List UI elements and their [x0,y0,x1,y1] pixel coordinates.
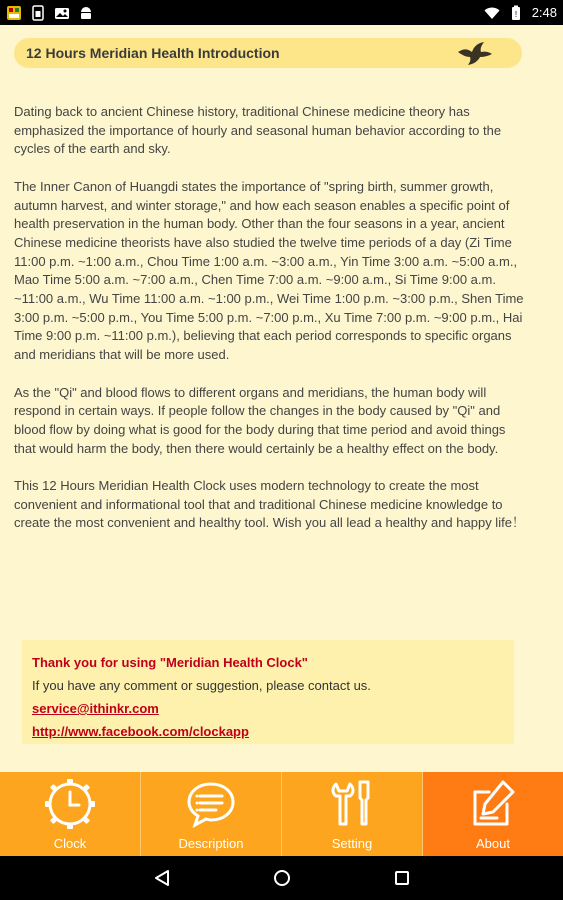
description-icon [185,778,237,830]
facebook-link[interactable]: http://www.facebook.com/clockapp [32,724,249,739]
sim-card-icon [30,5,46,21]
tab-description-label: Description [178,836,244,851]
paragraph-qi-blood: As the "Qi" and blood flows to different organs and meridians, the human body will respond in certain ways. If people follow the changes in the body caused by "Qi" and blood flow by doing what is good for the body during that time period and avoid things that would harm the body, then there would certainly be a healthy effect on the body. [14,384,506,456]
tab-setting-label: Setting [331,836,373,851]
contact-prompt: If you have any comment or suggestion, please contact us. [32,678,371,693]
description-content [14,103,526,552]
tab-clock-label: Clock [53,836,87,851]
paragraph-inner-canon: The Inner Canon of Huangdi states the importance of "spring birth, summer growth, autumn harvest, and winter storage," and how each season enables a specific point of health preservation in the human body. Other than the four seasons in a year, ancient Chinese medicine theorists have also studied the twelve time periods of a day (Zi Time 11:00 p.m. ~1:00 a.m., Chou Time 1:00 a.m. ~3:00 a.m., Yin Time 3:00 a.m. ~5:00 a.m., Mao Time 5:00 a.m. ~7:00 a.m., Chen Time 7:00 a.m. ~9:00 a.m., Si Time 9:00 a.m. ~11:00 a.m., Wu Time 11:00 a.m. ~1:00 p.m., Wei Time 1:00 p.m. ~3:00 p.m., Shen Time 3:00 p.m. ~5:00 p.m., You Time 5:00 p.m. ~7:00 p.m., Xu Time 7:00 p.m. ~9:00 p.m., Hai Time 9:00 p.m. ~11:00 p.m.), believing that each period corresponds to specific organs and meridians that will be more used. [14,178,524,363]
tab-about-label: About [476,836,510,851]
email-link[interactable]: service@ithinkr.com [32,701,159,716]
page-title: 12 Hours Meridian Health Introduction [26,45,280,61]
tab-description[interactable] [141,772,282,856]
back-icon [153,869,171,887]
recents-button[interactable] [392,868,412,888]
home-icon [273,869,291,887]
system-nav-bar [0,856,563,900]
bird-icon [454,40,494,66]
status-time: 2:48 [531,5,557,20]
tab-setting[interactable] [282,772,423,856]
clock-icon [44,778,96,830]
bottom-tab-bar [0,772,563,856]
paragraph-history: Dating back to ancient Chinese history, traditional Chinese medicine theory has emphasized the importance of hourly and seasonal human behavior according to the cycles of the earth and sky. [14,104,502,157]
about-icon [467,778,519,830]
status-bar [0,0,563,25]
home-button[interactable] [272,868,292,888]
page-header [14,38,522,68]
app-notification-icon [6,5,22,21]
back-button[interactable] [152,868,172,888]
wifi-icon [484,5,500,21]
paragraph-app-purpose: This 12 Hours Meridian Health Clock uses modern technology to create the most convenient and informational tool that and traditional Chinese medicine knowledge to create the most convenient and healthy tool. Wish you all lead a healthy and happy life！ [14,478,525,531]
tab-clock[interactable] [0,772,141,856]
setting-icon [326,778,378,830]
photos-icon [54,5,70,21]
recents-icon [393,869,411,887]
contact-panel [22,640,514,744]
battery-icon [508,5,524,21]
thanks-message: Thank you for using "Meridian Health Clock" [32,655,308,670]
android-icon [78,5,94,21]
tab-about[interactable] [423,772,563,856]
svg-text:!: ! [514,9,517,19]
